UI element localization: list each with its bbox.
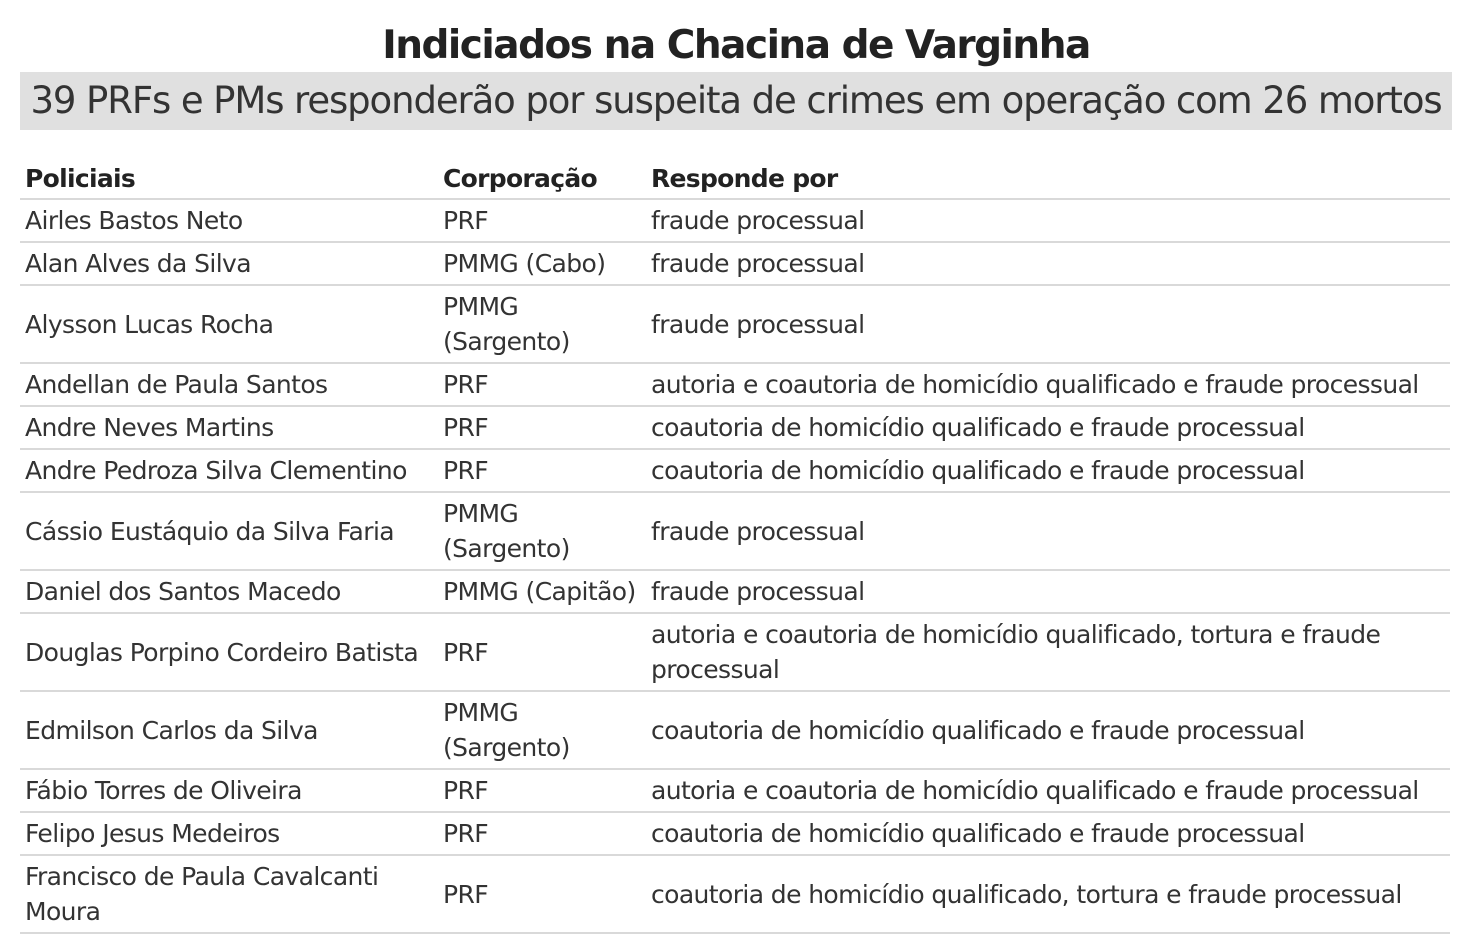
column-header-corporacao: Corporação: [438, 158, 646, 199]
table-row: [20, 613, 1450, 691]
cell-responde-por: autoria e coautoria de homicídio qualificado e fraude processual: [646, 363, 1450, 406]
table-header-row: [20, 158, 1450, 199]
cell-policial: Edmilson Carlos da Silva: [20, 691, 438, 769]
cell-policial: Alan Alves da Silva: [20, 242, 438, 285]
cell-corporacao: PRF: [438, 855, 646, 933]
cell-corporacao: PRF: [438, 812, 646, 855]
cell-corporacao: PRF: [438, 449, 646, 492]
cell-corporacao: PMMG (Sargento): [438, 691, 646, 769]
cell-responde-por: coautoria de homicídio qualificado e fraude processual: [646, 812, 1450, 855]
cell-policial: Felipo Jesus Medeiros: [20, 812, 438, 855]
cell-responde-por: fraude processual: [646, 242, 1450, 285]
cell-policial: Cássio Eustáquio da Silva Faria: [20, 492, 438, 570]
cell-corporacao: PRF: [438, 363, 646, 406]
column-header-responde-por: Responde por: [646, 158, 1450, 199]
cell-policial: Alysson Lucas Rocha: [20, 285, 438, 363]
cell-responde-por: fraude processual: [646, 199, 1450, 242]
table-row: [20, 285, 1450, 363]
cell-responde-por: coautoria de homicídio qualificado, tortura e fraude processual: [646, 855, 1450, 933]
table-row: [20, 363, 1450, 406]
table-row: [20, 691, 1450, 769]
cell-corporacao: PRF: [438, 406, 646, 449]
cell-policial: Airles Bastos Neto: [20, 199, 438, 242]
table-row: [20, 570, 1450, 613]
table-row: [20, 242, 1450, 285]
cell-corporacao: PRF: [438, 613, 646, 691]
table-row: [20, 769, 1450, 812]
cell-policial: Daniel dos Santos Macedo: [20, 570, 438, 613]
cell-corporacao: PMMG (Sargento): [438, 285, 646, 363]
indiciados-table: [20, 158, 1450, 934]
cell-policial: Andellan de Paula Santos: [20, 363, 438, 406]
column-header-policiais: Policiais: [20, 158, 438, 199]
cell-policial: Francisco de Paula Cavalcanti Moura: [20, 855, 438, 933]
table-row: [20, 492, 1450, 570]
cell-corporacao: PMMG (Capitão): [438, 570, 646, 613]
cell-policial: Andre Pedroza Silva Clementino: [20, 449, 438, 492]
table-body: [20, 199, 1450, 933]
table-row: [20, 406, 1450, 449]
table-row: [20, 449, 1450, 492]
cell-policial: Douglas Porpino Cordeiro Batista: [20, 613, 438, 691]
cell-corporacao: PRF: [438, 769, 646, 812]
cell-responde-por: fraude processual: [646, 285, 1450, 363]
page-title: Indiciados na Chacina de Varginha: [382, 23, 1090, 68]
cell-corporacao: PRF: [438, 199, 646, 242]
page-subtitle: 39 PRFs e PMs responderão por suspeita de crimes em operação com 26 mortos: [20, 72, 1452, 130]
cell-policial: Andre Neves Martins: [20, 406, 438, 449]
cell-responde-por: coautoria de homicídio qualificado e fraude processual: [646, 406, 1450, 449]
cell-responde-por: fraude processual: [646, 570, 1450, 613]
cell-corporacao: PMMG (Sargento): [438, 492, 646, 570]
cell-responde-por: fraude processual: [646, 492, 1450, 570]
cell-responde-por: autoria e coautoria de homicídio qualificado, tortura e fraude processual: [646, 613, 1450, 691]
table-row: [20, 855, 1450, 933]
cell-responde-por: coautoria de homicídio qualificado e fraude processual: [646, 449, 1450, 492]
table-row: [20, 812, 1450, 855]
cell-corporacao: PMMG (Cabo): [438, 242, 646, 285]
table-row: [20, 199, 1450, 242]
cell-responde-por: autoria e coautoria de homicídio qualificado e fraude processual: [646, 769, 1450, 812]
cell-responde-por: coautoria de homicídio qualificado e fraude processual: [646, 691, 1450, 769]
cell-policial: Fábio Torres de Oliveira: [20, 769, 438, 812]
